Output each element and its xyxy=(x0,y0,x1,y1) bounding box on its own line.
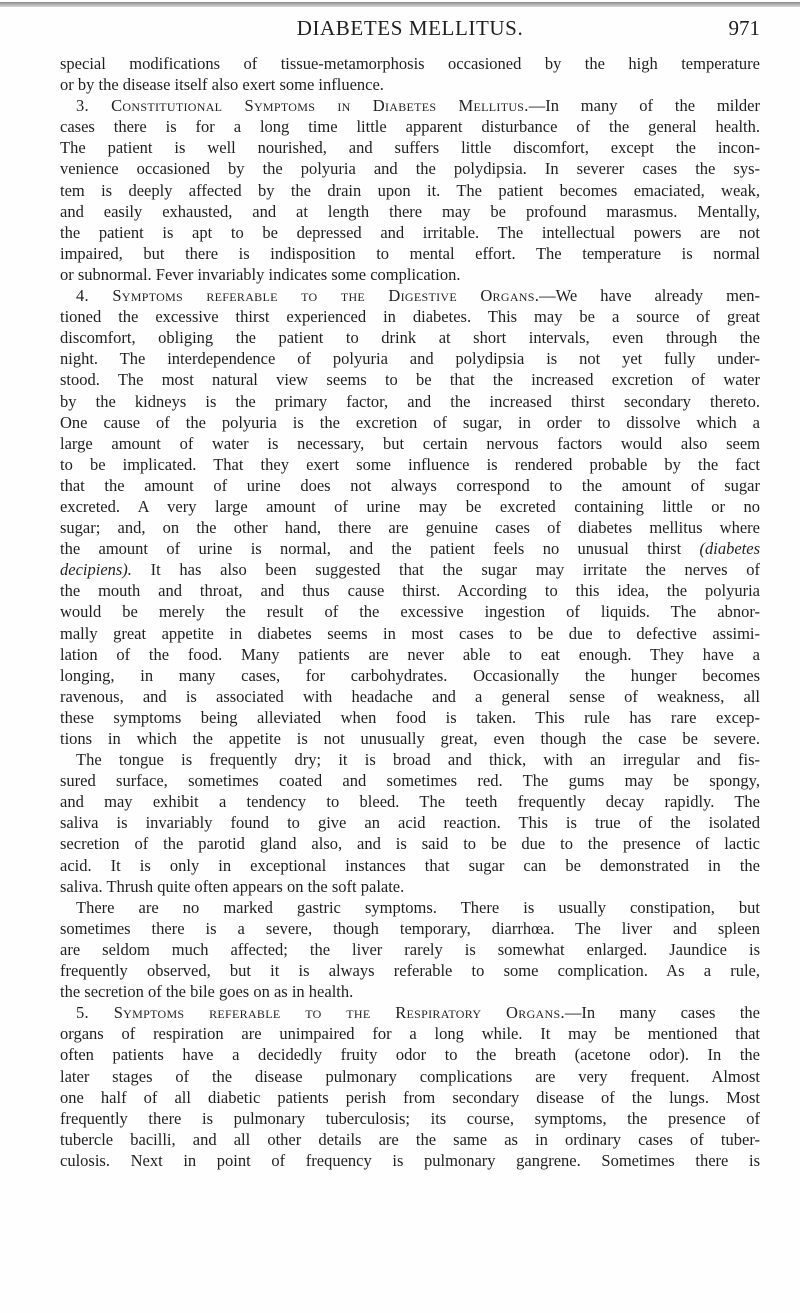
text-line xyxy=(60,306,760,327)
line-text: by the kidneys is the primary factor, and the increased thirst secondary thereto. xyxy=(60,391,760,411)
text-line xyxy=(60,1150,760,1171)
text-line xyxy=(60,327,760,348)
line-text: culosis. Next in point of frequency is pulmonary gangrene. Sometimes there is xyxy=(60,1150,760,1170)
text-line xyxy=(60,1129,760,1150)
line-text: saliva. Thrush quite often appears on the soft palate. xyxy=(60,876,405,896)
text-line xyxy=(60,74,760,95)
text-line xyxy=(60,264,760,285)
text-line xyxy=(60,686,760,707)
text-line xyxy=(60,939,760,960)
text-line xyxy=(60,454,760,475)
text-line xyxy=(60,897,760,918)
text-line xyxy=(60,728,760,749)
line-text: sugar; and, on the other hand, there are genuine cases of diabetes mellitus where xyxy=(60,518,760,538)
line-text: mally great appetite in diabetes seems in most cases to be due to defective assimi- xyxy=(60,623,760,643)
line-text: secretion of the parotid gland also, and is said to be due to the presence of lactic xyxy=(60,834,760,854)
text-line xyxy=(60,412,760,433)
text-line xyxy=(60,812,760,833)
line-text: and may exhibit a tendency to bleed. The teeth frequently decay rapidly. The xyxy=(60,792,760,812)
text-line xyxy=(60,391,760,412)
line-text: often patients have a decidedly fruity odor to the breath (acetone odor). In the xyxy=(60,1045,760,1065)
italic-term: decipiens). xyxy=(60,560,132,580)
line-text: tions in which the appetite is not unusually great, even though the case be severe. xyxy=(60,729,760,748)
line-text: saliva is invariably found to give an acid reaction. This is true of the isolated xyxy=(60,813,760,833)
line-text: or subnormal. Fever invariably indicates some complication. xyxy=(60,264,461,284)
text-line xyxy=(60,158,760,179)
text-line xyxy=(60,201,760,222)
line-text: There are no marked gastric symptoms. There is usually constipation, but xyxy=(76,897,760,917)
text-line xyxy=(60,876,760,897)
line-text: sured surface, sometimes coated and sometimes red. The gums may be spongy, xyxy=(60,771,760,791)
text-line xyxy=(60,496,760,517)
line-text: one half of all diabetic patients perish from secondary disease of the lungs. Most xyxy=(60,1087,760,1107)
line-text: One cause of the polyuria is the excretion of sugar, in order to dissolve which a xyxy=(60,412,760,432)
line-text: excreted. A very large amount of urine may be excreted containing little or no xyxy=(60,496,760,516)
text-line xyxy=(60,601,760,622)
line-text: tioned the excessive thirst experienced in diabetes. This may be a source of great xyxy=(60,307,760,327)
section-heading: 4. Symptoms referable to the Digestive Organs. xyxy=(76,286,540,306)
text-line xyxy=(60,665,760,686)
text-line xyxy=(60,475,760,496)
line-text: special modifications of tissue-metamorphosis occasioned by the high temperature xyxy=(60,54,760,73)
text-line xyxy=(60,1108,760,1129)
text-line xyxy=(60,960,760,981)
line-text: large amount of water is necessary, but certain nervous factors would also seem xyxy=(60,433,760,453)
line-text: ravenous, and is associated with headache and a general sense of weakness, all xyxy=(60,686,760,706)
running-title: DIABETES MELLITUS. xyxy=(296,16,524,40)
page-number: 971 xyxy=(728,16,760,40)
page-top-edge xyxy=(0,2,800,7)
text-line xyxy=(60,517,760,538)
text-line xyxy=(60,285,760,306)
line-text: night. The interdependence of polyuria and polydipsia is not yet fully under- xyxy=(60,349,760,369)
line-text: The tongue is frequently dry; it is broad and thick, with an irregular and fis- xyxy=(76,750,760,770)
running-header xyxy=(60,14,760,40)
text-line xyxy=(60,348,760,369)
line-text: and easily exhausted, and at length there may be profound marasmus. Mentally, xyxy=(60,201,760,221)
text-line xyxy=(60,222,760,243)
text-line xyxy=(60,749,760,770)
line-text: longing, in many cases, for carbohydrates. Occasionally the hunger becomes xyxy=(60,665,760,685)
line-text: organs of respiration are unimpaired for a long while. It may be mentioned that xyxy=(60,1024,760,1044)
line-text: —In many cases the xyxy=(564,1003,760,1023)
line-text: the amount of urine is normal, and the patient feels no unusual thirst xyxy=(60,539,682,559)
text-line xyxy=(60,707,760,728)
line-text: these symptoms being alleviated when food is taken. This rule has rare excep- xyxy=(60,707,760,727)
text-line xyxy=(60,644,760,665)
text-line xyxy=(60,369,760,390)
text-line xyxy=(60,137,760,158)
italic-term: (diabetes xyxy=(699,539,760,559)
section-heading: 3. Constitutional Symptoms in Diabetes Mellitus. xyxy=(76,96,529,116)
text-line xyxy=(60,53,760,74)
text-line xyxy=(60,243,760,264)
line-text: It has also been suggested that the sugar may irritate the nerves of xyxy=(131,560,760,580)
line-text: stood. The most natural view seems to be that the increased excretion of water xyxy=(60,370,760,390)
text-line xyxy=(60,833,760,854)
line-text: would be merely the result of the excessive ingestion of liquids. The abnor- xyxy=(60,602,760,622)
text-line xyxy=(60,1002,760,1023)
line-text: —In many of the milder xyxy=(528,96,760,116)
line-text: acid. It is only in exceptional instances that sugar can be demonstrated in the xyxy=(60,855,760,875)
text-line xyxy=(60,538,760,559)
line-text: —We have already men- xyxy=(539,286,760,306)
text-line xyxy=(60,180,760,201)
text-line xyxy=(60,580,760,601)
line-text: lation of the food. Many patients are never able to eat enough. They have a xyxy=(60,644,760,664)
line-text: the patient is apt to be depressed and irritable. The intellectual powers are not xyxy=(60,222,760,242)
text-line xyxy=(60,1023,760,1044)
line-text: cases there is for a long time little apparent disturbance of the general health. xyxy=(60,117,760,137)
line-text: sometimes there is a severe, though temporary, diarrhœa. The liver and spleen xyxy=(60,918,760,938)
section-heading: 5. Symptoms referable to the Respiratory Organs. xyxy=(76,1003,565,1023)
text-line xyxy=(60,116,760,137)
line-text: that the amount of urine does not always correspond to the amount of sugar xyxy=(60,475,760,495)
text-line xyxy=(60,1066,760,1087)
body-text xyxy=(60,53,760,1171)
text-line xyxy=(60,981,760,1002)
line-text: are seldom much affected; the liver rarely is somewhat enlarged. Jaundice is xyxy=(60,939,760,959)
line-text: to be implicated. That they exert some influence is rendered probable by the fact xyxy=(60,454,760,474)
line-text: later stages of the disease pulmonary complications are very frequent. Almost xyxy=(60,1066,760,1086)
line-text: frequently there is pulmonary tuberculosis; its course, symptoms, the presence of xyxy=(60,1108,760,1128)
text-line xyxy=(60,770,760,791)
text-line xyxy=(60,433,760,454)
text-line xyxy=(60,1044,760,1065)
text-line xyxy=(60,791,760,812)
line-text: The patient is well nourished, and suffers little discomfort, except the incon- xyxy=(60,138,760,158)
text-line xyxy=(60,623,760,644)
text-line xyxy=(60,855,760,876)
line-text: impaired, but there is indisposition to mental effort. The temperature is normal xyxy=(60,243,760,263)
line-text: frequently observed, but it is always referable to some complication. As a rule, xyxy=(60,961,760,981)
line-text: tem is deeply affected by the drain upon it. The patient becomes emaciated, weak, xyxy=(60,180,760,200)
line-text: venience occasioned by the polyuria and the polydipsia. In severer cases the sys- xyxy=(60,159,760,179)
text-line xyxy=(60,559,760,580)
line-text: the secretion of the bile goes on as in health. xyxy=(60,982,354,1002)
text-line xyxy=(60,95,760,116)
line-text: tubercle bacilli, and all other details are the same as in ordinary cases of tuber- xyxy=(60,1129,760,1149)
line-text: the mouth and throat, and thus cause thirst. According to this idea, the polyuria xyxy=(60,581,760,601)
text-line xyxy=(60,1087,760,1108)
text-line xyxy=(60,918,760,939)
line-text: discomfort, obliging the patient to drink at short intervals, even through the xyxy=(60,328,760,348)
line-text: or by the disease itself also exert some influence. xyxy=(60,75,384,95)
